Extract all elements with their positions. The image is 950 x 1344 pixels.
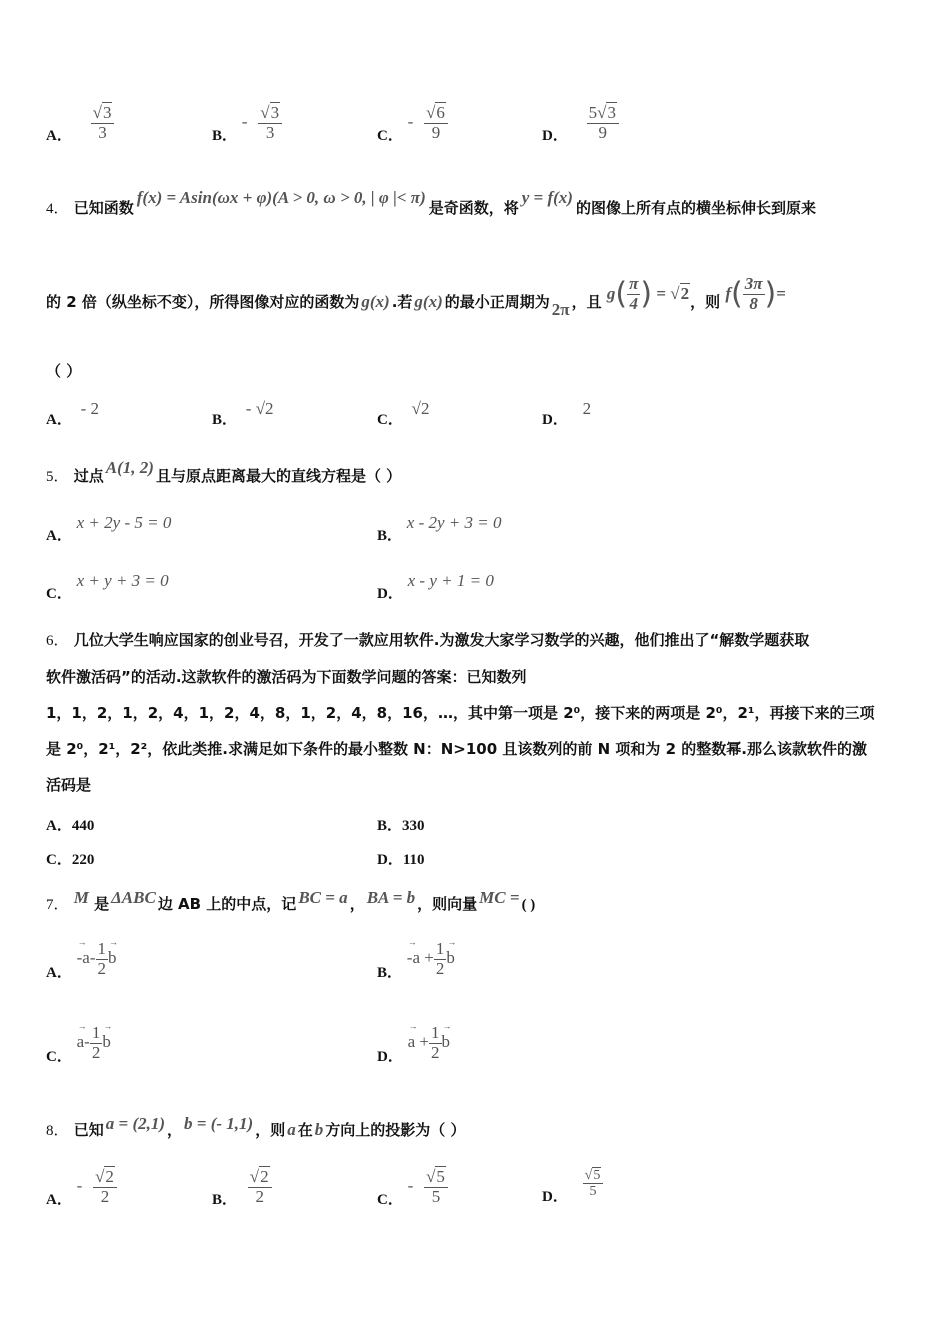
option-label: D． bbox=[377, 586, 403, 602]
f-expression: f( $\frac{3\pi}{8}$ )= bbox=[725, 274, 786, 313]
g-expression: g( $\frac{\pi}{4}$ ) = √2 bbox=[606, 274, 690, 313]
function-g: g(x) bbox=[414, 292, 443, 311]
q6-option-b[interactable] bbox=[377, 814, 425, 835]
text: ，则 bbox=[255, 1121, 286, 1139]
q5-option-a[interactable] bbox=[46, 512, 172, 544]
denominator: 8 bbox=[749, 294, 758, 313]
option-label: B． bbox=[377, 818, 403, 834]
q6-line4: 是 2⁰，2¹，2²，依此类推.求满足如下条件的最小整数 N：N>100 且该数列的前 N 项和为 2 的整数幂.那么该款软件的激 bbox=[46, 740, 867, 758]
option-label: D． bbox=[377, 1049, 403, 1066]
text: 边 AB 上的中点，记 bbox=[157, 895, 297, 913]
option-label: B． bbox=[212, 1192, 238, 1209]
q3-option-a[interactable] bbox=[46, 103, 114, 145]
denominator: 9 bbox=[431, 122, 441, 142]
triangle: ΔABC bbox=[111, 888, 156, 907]
option-label: A． bbox=[46, 128, 72, 145]
option-label: A． bbox=[46, 412, 72, 428]
q8-option-d[interactable]: D． $\frac{√5}{5}$ bbox=[542, 1168, 603, 1200]
vector-term: → a + bbox=[408, 1032, 429, 1052]
option-label: C． bbox=[46, 1049, 72, 1066]
q6-line3: 1，1，2，1，2，4，1，2，4，8，1，2，4，8，16，…，其中第一项是 2⁰，接下来的两项是 2⁰，2¹，再接下来的三项 bbox=[46, 704, 875, 722]
q4-stem-line2 bbox=[46, 272, 786, 333]
q4-answer-paren: （ ） bbox=[46, 362, 82, 380]
vector-term: → -a- bbox=[77, 948, 96, 968]
denominator: 2 bbox=[97, 958, 106, 978]
q4-option-c[interactable] bbox=[377, 398, 430, 428]
question-number: 6． bbox=[46, 633, 69, 649]
option-label: A． bbox=[46, 818, 72, 834]
vector-bc: BC = a bbox=[298, 888, 348, 907]
q4-option-d[interactable] bbox=[542, 398, 592, 428]
q8-option-a[interactable]: A． - $\frac{√2}{2}$ bbox=[46, 1168, 117, 1206]
text: ，则 bbox=[690, 293, 721, 311]
option-label: C． bbox=[46, 586, 72, 602]
denominator: 2 bbox=[91, 1042, 101, 1062]
vector-term: → b bbox=[442, 1032, 451, 1052]
denominator: 2 bbox=[100, 1186, 110, 1206]
question-number: 7． bbox=[46, 897, 69, 913]
option-label: A． bbox=[46, 528, 72, 544]
option-value: 330 bbox=[402, 818, 425, 834]
option-value: 440 bbox=[71, 818, 95, 834]
coefficient: 5 bbox=[588, 103, 598, 122]
vector-term: → b bbox=[108, 948, 117, 968]
option-label: C． bbox=[377, 1192, 403, 1209]
option-value: x - y + 1 = 0 bbox=[407, 571, 494, 590]
question-number: 5． bbox=[46, 469, 69, 485]
text: 的 2 倍（纵坐标不变），所得图像对应的函数为 bbox=[46, 293, 360, 311]
vector-term: → b bbox=[102, 1032, 111, 1052]
option-label: B． bbox=[377, 528, 403, 544]
denominator: 5 bbox=[431, 1186, 441, 1206]
numerator: 1 bbox=[91, 1023, 101, 1042]
minus-sign: - bbox=[407, 1176, 414, 1196]
text: 是 bbox=[94, 895, 110, 913]
q4-stem-line1 bbox=[46, 190, 816, 227]
option-value: 220 bbox=[71, 852, 95, 868]
option-label: C． bbox=[377, 412, 403, 428]
denominator: 5 bbox=[589, 1184, 597, 1200]
option-value: 110 bbox=[402, 852, 425, 868]
minus-sign: - bbox=[76, 1176, 83, 1196]
q8-option-b[interactable]: B． $\frac{√2}{2}$ bbox=[212, 1168, 272, 1206]
option-value: x + 2y - 5 = 0 bbox=[76, 513, 172, 532]
question-number: 4． bbox=[46, 201, 69, 217]
q5-option-c[interactable] bbox=[46, 570, 169, 602]
radicand: 3 bbox=[102, 103, 112, 122]
minus-sign: - bbox=[241, 112, 248, 132]
option-label: C． bbox=[46, 852, 72, 868]
option-value: 2 bbox=[582, 399, 592, 418]
numerator: 1 bbox=[435, 939, 445, 958]
q6-option-a[interactable] bbox=[46, 814, 94, 835]
denominator: 2 bbox=[435, 958, 445, 978]
denominator: 2 bbox=[431, 1042, 440, 1062]
radicand: 2 bbox=[260, 1167, 269, 1186]
text: ，则向量 bbox=[417, 895, 478, 913]
text: 在 bbox=[297, 1121, 313, 1139]
q7-option-d[interactable] bbox=[377, 1023, 451, 1066]
fraction: $\frac{√6}{9}$ bbox=[424, 104, 448, 142]
text: 方向上的投影为（ ） bbox=[325, 1121, 466, 1139]
point-m: M bbox=[73, 888, 89, 907]
option-value: - √2 bbox=[245, 399, 274, 418]
fraction: $\frac{√3}{3}$ bbox=[258, 104, 282, 142]
radicand: 2 bbox=[680, 284, 690, 303]
radicand: 5 bbox=[593, 1168, 601, 1183]
text: 几位大学生响应国家的创业号召，开发了一款应用软件.为激发大家学习数学的兴趣，他们推出了“解数学题获取 bbox=[73, 631, 810, 649]
option-label: D． bbox=[377, 852, 403, 868]
option-label: B． bbox=[212, 128, 238, 145]
option-label: D． bbox=[542, 128, 568, 145]
option-label: A． bbox=[46, 1192, 72, 1209]
text: 且与原点距离最大的直线方程是（ ） bbox=[155, 467, 402, 485]
q6-line1 bbox=[46, 622, 906, 659]
q4-option-a[interactable] bbox=[46, 398, 100, 428]
numerator: π bbox=[629, 274, 639, 294]
fraction: $\frac{√3}{3}$ bbox=[91, 104, 115, 142]
text: ， bbox=[349, 895, 365, 913]
q5-option-b[interactable] bbox=[377, 512, 502, 544]
numerator: 1 bbox=[97, 939, 106, 958]
option-value: x - 2y + 3 = 0 bbox=[406, 513, 502, 532]
text: 已知 bbox=[73, 1121, 104, 1139]
q5-stem bbox=[46, 458, 401, 495]
option-value: x + y + 3 = 0 bbox=[76, 571, 169, 590]
denominator: 4 bbox=[629, 294, 638, 313]
radicand: 3 bbox=[270, 103, 280, 122]
function-g: g(x) bbox=[361, 292, 390, 311]
q7-option-a[interactable] bbox=[46, 939, 117, 982]
option-value: - 2 bbox=[80, 399, 100, 418]
q6-stem bbox=[46, 622, 906, 803]
text: .若 bbox=[391, 293, 413, 311]
vector-term: → a- bbox=[77, 1032, 90, 1052]
fraction: $\frac{5√3}{9}$ bbox=[587, 104, 619, 142]
option-label: D． bbox=[542, 412, 568, 428]
vector-term: → -a + bbox=[407, 948, 434, 968]
denominator: 3 bbox=[98, 122, 107, 142]
vector-ba: BA = b bbox=[366, 888, 416, 907]
text: 的最小正周期为 bbox=[444, 293, 550, 311]
q7-option-c[interactable] bbox=[46, 1023, 111, 1066]
text: 的图像上所有点的横坐标伸长到原来 bbox=[575, 199, 816, 217]
numerator: 3π bbox=[744, 274, 763, 294]
text: ，且 bbox=[571, 293, 602, 311]
q3-option-c[interactable] bbox=[377, 103, 448, 145]
q6-line2: 软件激活码”的活动.这款软件的激活码为下面数学问题的答案：已知数列 bbox=[46, 668, 527, 686]
text: 过点 bbox=[73, 467, 104, 485]
q3-option-d[interactable] bbox=[542, 103, 619, 145]
denominator: 9 bbox=[598, 122, 608, 142]
option-label: B． bbox=[212, 412, 238, 428]
formula: y = f(x) bbox=[521, 188, 573, 207]
vector-b-symbol: b bbox=[314, 1120, 324, 1139]
point: A(1, 2) bbox=[105, 458, 154, 477]
q8-stem bbox=[46, 1112, 465, 1149]
text: ， bbox=[167, 1121, 183, 1139]
radicand: 2 bbox=[105, 1167, 114, 1186]
option-label: D． bbox=[542, 1188, 568, 1205]
option-value: √2 bbox=[411, 399, 430, 418]
q5-option-d[interactable] bbox=[377, 570, 494, 602]
q6-option-c[interactable] bbox=[46, 848, 94, 869]
option-label: C． bbox=[377, 128, 403, 145]
answer-paren: ( ) bbox=[521, 897, 536, 913]
denominator: 3 bbox=[265, 122, 275, 142]
question-number: 8． bbox=[46, 1123, 69, 1139]
q4-option-b[interactable] bbox=[212, 398, 274, 428]
vector-term: → b bbox=[446, 948, 455, 968]
function-formula: f(x) = Asin(ωx + φ)(A > 0, ω > 0, | φ |< π) bbox=[136, 188, 426, 207]
q8-option-c[interactable]: C． - $\frac{√5}{5}$ bbox=[377, 1168, 448, 1206]
radicand: 6 bbox=[436, 103, 445, 122]
vector-a-symbol: a bbox=[287, 1120, 296, 1139]
q7-stem bbox=[46, 886, 535, 923]
equals-sign: = bbox=[776, 284, 786, 303]
option-label: A． bbox=[46, 965, 72, 982]
q6-line5: 活码是 bbox=[46, 776, 92, 794]
minus-sign: - bbox=[407, 112, 414, 132]
denominator: 2 bbox=[255, 1186, 264, 1206]
text: 已知函数 bbox=[73, 199, 134, 217]
radicand: 3 bbox=[607, 103, 616, 122]
vector-a: a = (2,1) bbox=[105, 1114, 166, 1133]
q7-option-b[interactable] bbox=[377, 939, 455, 982]
q6-option-d[interactable] bbox=[377, 848, 425, 869]
numerator: 1 bbox=[431, 1023, 440, 1042]
vector-b: b = (- 1,1) bbox=[184, 1114, 254, 1133]
vector-mc: MC = bbox=[479, 888, 520, 907]
q3-option-b[interactable] bbox=[212, 103, 282, 145]
radicand: 5 bbox=[436, 1167, 445, 1186]
text: 是奇函数，将 bbox=[428, 199, 519, 217]
period: 2π bbox=[551, 300, 570, 319]
option-label: B． bbox=[377, 965, 403, 982]
